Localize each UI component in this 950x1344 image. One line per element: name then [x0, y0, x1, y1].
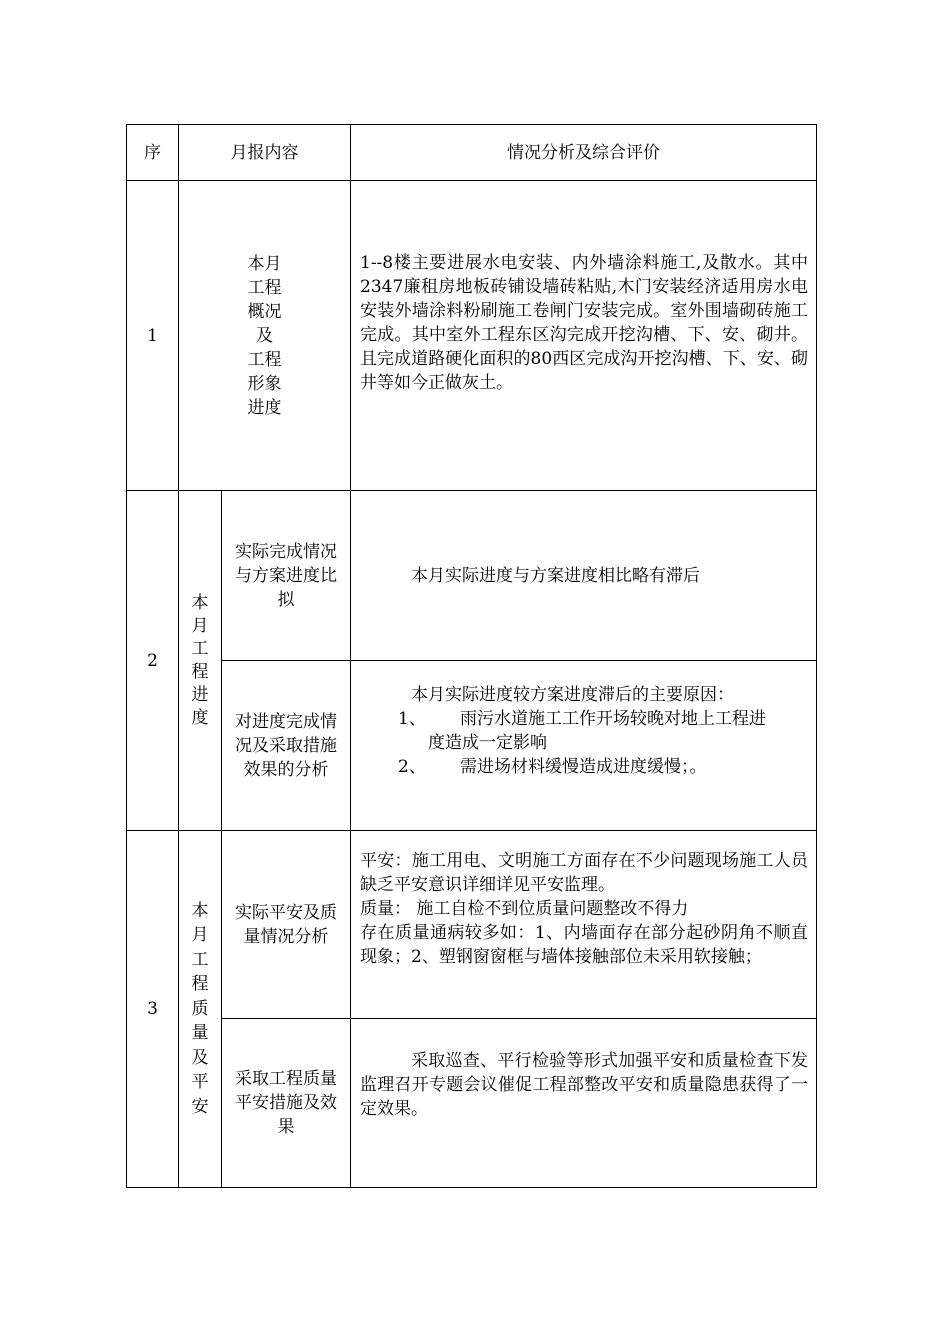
row3-group-label	[179, 831, 222, 1188]
row1-label-line: 工程	[247, 277, 282, 298]
row1-label-line: 概况	[247, 301, 282, 322]
header-col-content: 月报内容	[179, 125, 351, 181]
row3-sub1-paragraph: 质量： 施工自检不到位质量问题整改不得力	[360, 899, 689, 919]
row1-label-line: 进度	[247, 397, 282, 418]
row-number: 2	[127, 491, 179, 831]
table-row	[127, 661, 817, 831]
row1-label-line: 及	[256, 325, 273, 346]
row1-content-text: 1--8楼主要进展水电安装、内外墙涂料施工,及散水。其中2347廉租房地板砖铺设墙砖粘贴,木门安装经济适用房水电安装外墙涂料粉刷施工卷闸门安装完成。室外围墙砌砖施工完成。其中室外工程东区沟完成开挖沟槽、下、安、砌井。且完成道路硬化面积的80西区完成沟开挖沟槽、下、安、砌井等如今正做灰土。	[360, 253, 808, 393]
row2-group-label-text: 本月工程进度	[191, 592, 209, 728]
list-item	[360, 707, 808, 731]
list-item-text: 雨污水道施工工作开场较晚对地上工程进	[460, 709, 766, 729]
row3-sub1-label: 实际平安及质量情况分析	[222, 831, 351, 1019]
header-col-number: 序	[127, 125, 179, 181]
list-item	[360, 755, 808, 779]
row3-sub1-paragraph: 存在质量通病较多如：1、内墙面存在部分起砂阴角不顺直现象；2、塑钢窗窗框与墙体接触部位未采用软接触；	[360, 923, 808, 967]
row2-sub2-content	[351, 661, 817, 831]
row-number: 3	[127, 831, 179, 1188]
list-item-number: 1、	[398, 709, 426, 729]
row2-sub1-text: 本月实际进度与方案进度相比略有滞后	[411, 565, 700, 586]
header-col-evaluation: 情况分析及综合评价	[351, 125, 817, 181]
row3-sub2-content	[351, 1019, 817, 1188]
row3-sub1-paragraph: 平安：施工用电、文明施工方面存在不少问题现场施工人员缺乏平安意识详细详见平安监理。	[360, 851, 808, 895]
row3-sub1-content	[351, 831, 817, 1019]
list-item-continuation: 度造成一定影响	[428, 733, 547, 753]
row3-sub2-text: 采取巡查、平行检验等形式加强平安和质量检查下发监理召开专题会议催促工程部整改平安和质量隐患获得了一定效果。	[360, 1051, 808, 1119]
list-item-number: 2、	[398, 757, 426, 777]
row1-label-line: 形象	[247, 373, 282, 394]
row1-label	[179, 181, 351, 491]
row2-sub2-intro: 本月实际进度较方案进度滞后的主要原因：	[411, 685, 734, 705]
row1-content	[351, 181, 817, 491]
table-row	[127, 1019, 817, 1188]
row2-sub1-content	[351, 491, 817, 661]
row2-group-label	[179, 491, 222, 831]
row2-sub2-label: 对进度完成情况及采取措施效果的分析	[222, 661, 351, 831]
row1-label-line: 工程	[247, 349, 282, 370]
row1-label-line: 本月	[247, 253, 282, 274]
header-row	[127, 125, 817, 181]
monthly-report-table	[126, 124, 817, 1188]
row3-sub2-label: 采取工程质量平安措施及效果	[222, 1019, 351, 1188]
table-row	[127, 831, 817, 1019]
row3-group-label-text: 本月工程质量及平安	[191, 900, 209, 1117]
table-row	[127, 491, 817, 661]
list-item-text: 需进场材料缓慢造成进度缓慢；。	[460, 757, 707, 777]
row-number: 1	[127, 181, 179, 491]
table-row	[127, 181, 817, 491]
row2-sub1-label: 实际完成情况与方案进度比拟	[222, 491, 351, 661]
